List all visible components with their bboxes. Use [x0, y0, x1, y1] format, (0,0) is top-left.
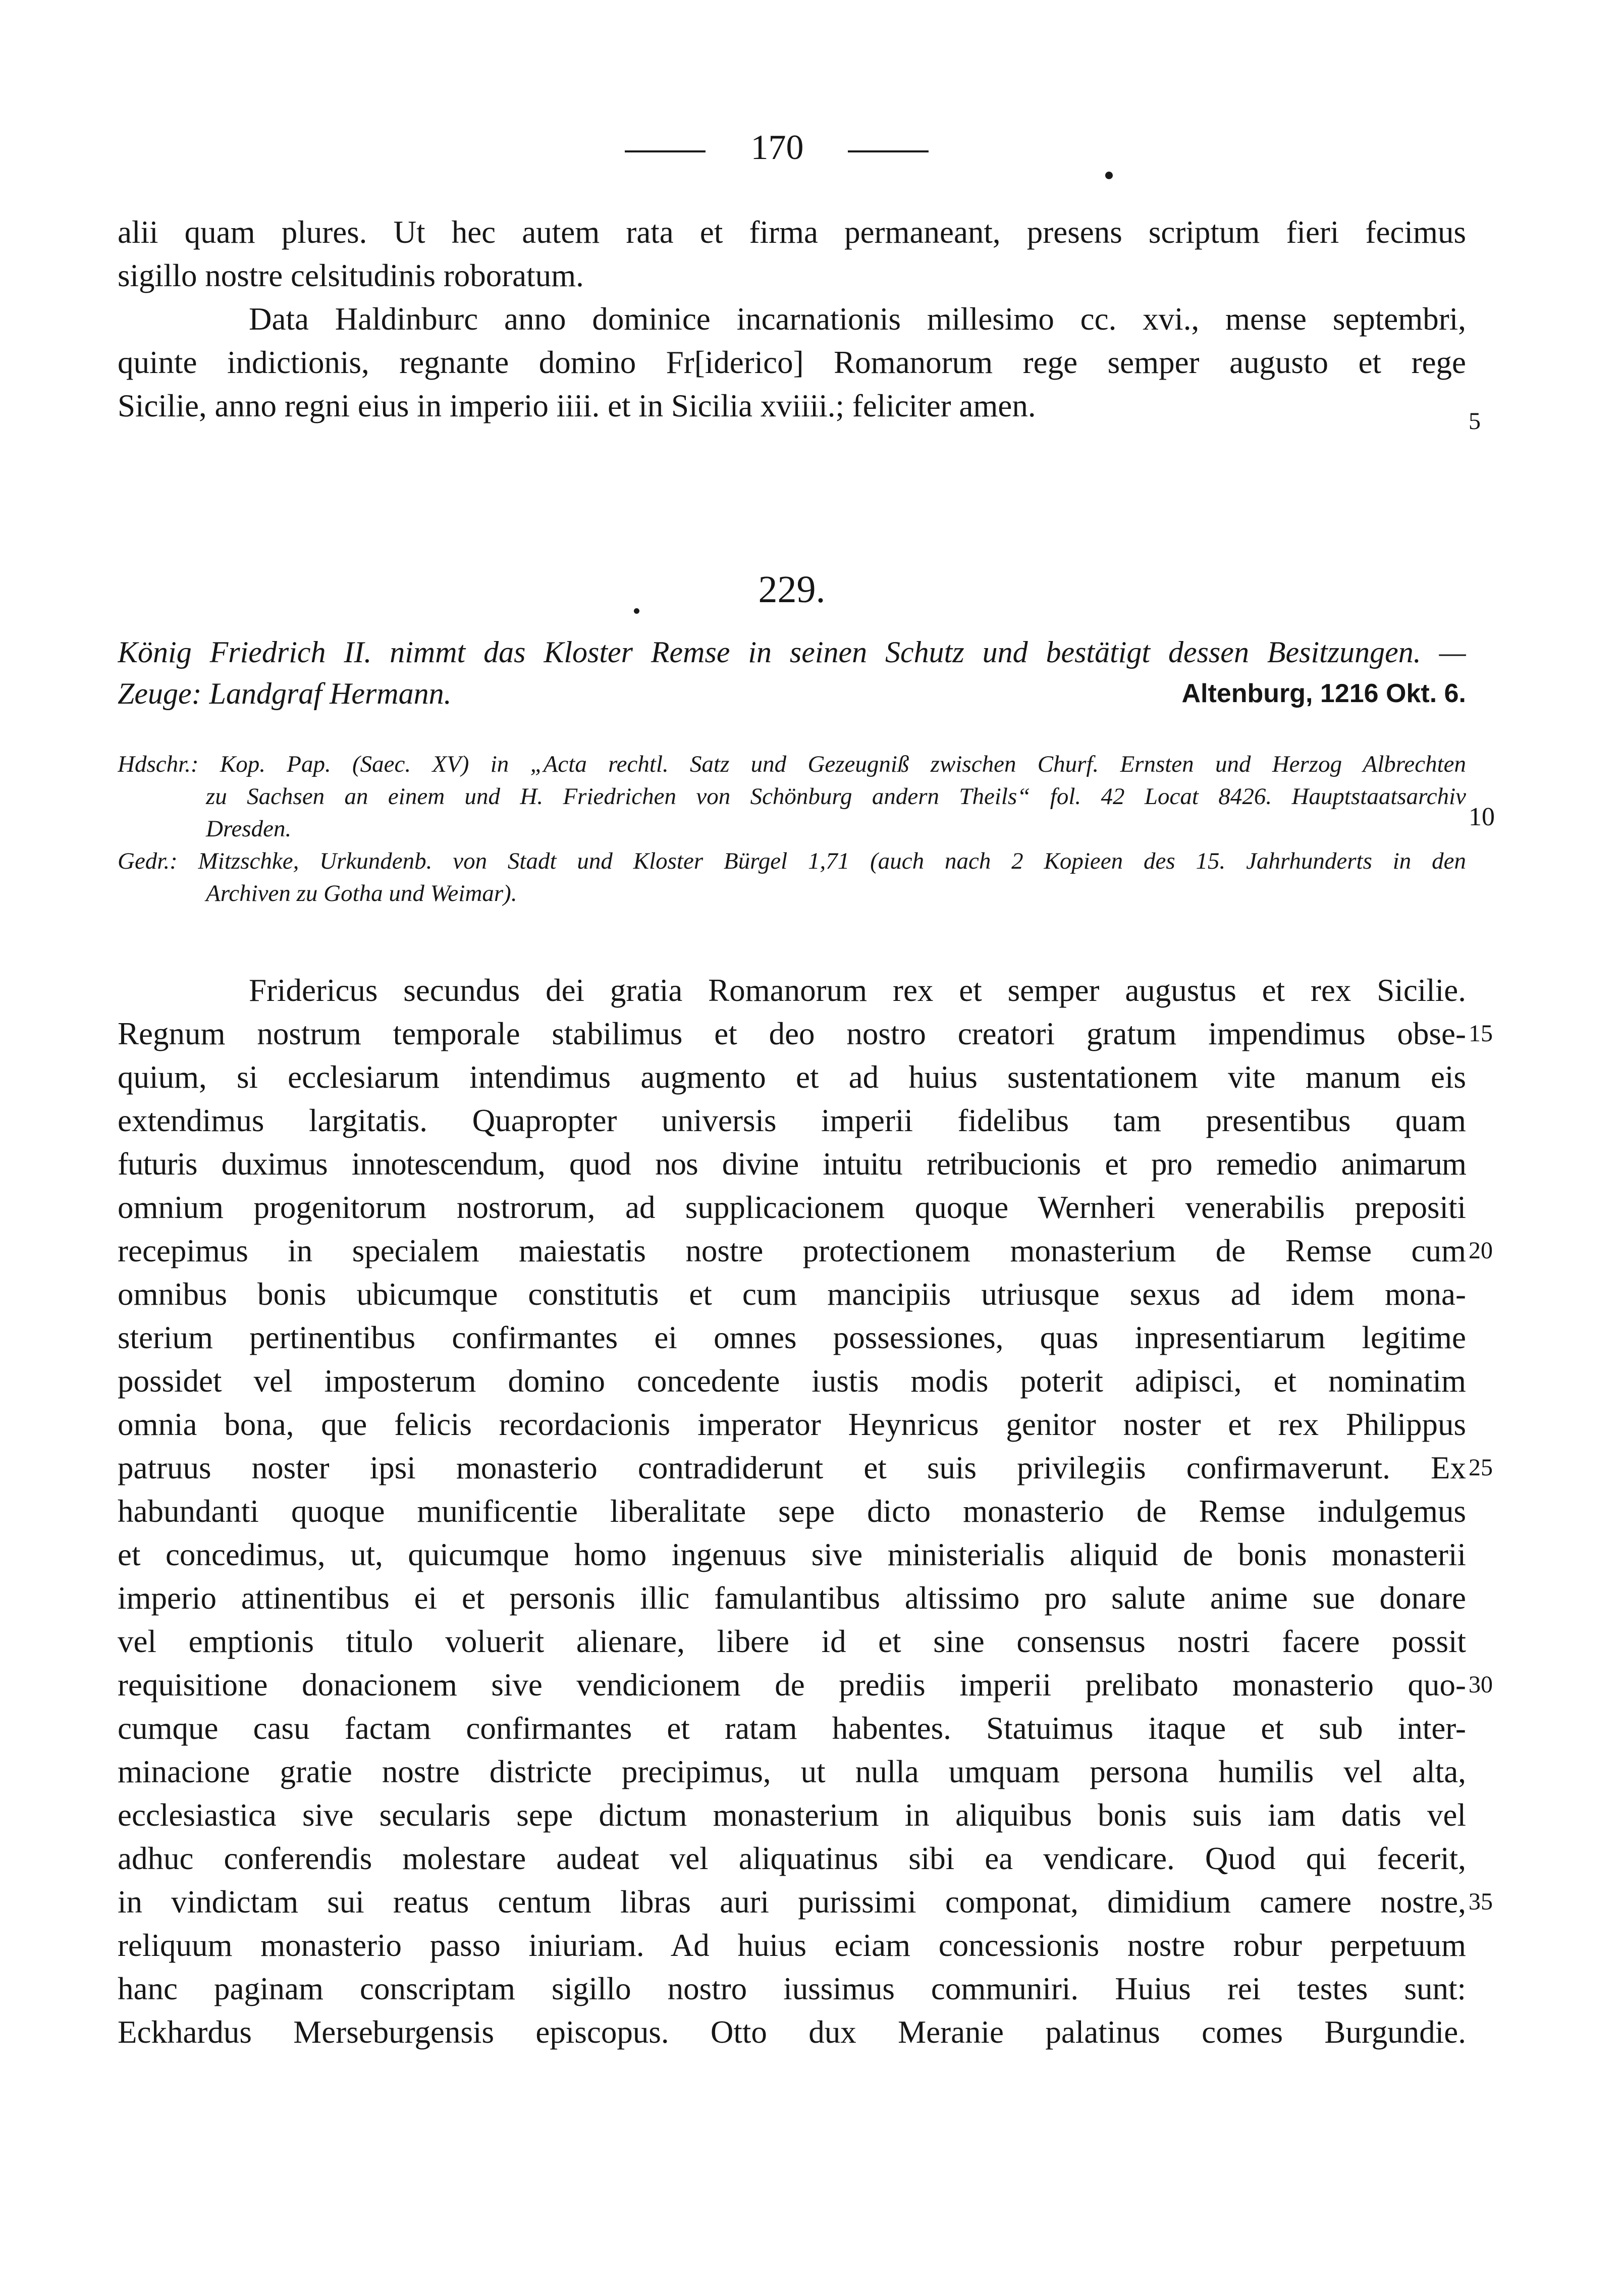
margin-line-number: 20: [1469, 1237, 1493, 1264]
page-number: 170: [750, 128, 804, 167]
text-line: reliquum monasterio passo iniuriam. Ad huius eciam concessionis nostre robur perpetuum: [118, 1928, 1466, 1963]
margin-line-number: 30: [1469, 1671, 1493, 1698]
text-line: Eckhardus Merseburgensis episcopus. Otto dux Meranie palatinus comes Burgundie.: [118, 2014, 1466, 2050]
text-line: possidet vel imposterum domino concedente iustis modis poterit adipisci, et nominatim: [118, 1363, 1466, 1399]
text-line: hanc paginam conscriptam sigillo nostro iussimus communiri. Huius rei testes sunt:: [118, 1971, 1466, 2006]
place-date: Altenburg, 1216 Okt. 6.: [1181, 679, 1466, 708]
source-line: zu Sachsen an einem und H. Friedrichen von Schönburg andern Theils“ fol. 42 Locat 8426. Hauptstaatsarchiv: [206, 783, 1466, 810]
source-line: Gedr.: Mitzschke, Urkundenb. von Stadt und Kloster Bürgel 1,71 (auch nach 2 Kopieen des 15. Jahrhunderts in den: [118, 848, 1466, 874]
margin-line-number: 5: [1469, 408, 1481, 435]
regest-summary: König Friedrich II. nimmt das Kloster Remse in seinen Schutz und bestätigt dessen Besitzungen. —: [118, 635, 1466, 669]
text-line: omnibus bonis ubicumque constitutis et cum mancipiis utriusque sexus ad idem mona-: [118, 1277, 1466, 1312]
text-line: Fridericus secundus dei gratia Romanorum rex et semper augustus et rex Sicilie.: [249, 973, 1466, 1008]
print-speck: [1105, 172, 1113, 179]
dating-clause: Data Haldinburc anno dominice incarnationis millesimo cc. xvi., mense septembri,: [249, 301, 1466, 337]
text-line: sigillo nostre celsitudinis roboratum.: [118, 258, 584, 293]
text-line: requisitione donacionem sive vendicionem de prediis imperii prelibato monasterio quo-: [118, 1667, 1466, 1703]
text-line: omnium progenitorum nostrorum, ad supplicacionem quoque Wernheri venerabilis prepositi: [118, 1190, 1466, 1225]
text-line: patruus noster ipsi monasterio contradiderunt et suis privilegiis confirmaverunt. Ex: [118, 1450, 1466, 1485]
regest-witness: Zeuge: Landgraf Hermann.: [118, 677, 452, 710]
text-line: vel emptionis titulo voluerit alienare, libere id et sine consensus nostri facere possit: [118, 1624, 1466, 1659]
page-header: [0, 125, 1624, 171]
text-line: habundanti quoque munificentie liberalitate sepe dicto monasterio de Remse indulgemus: [118, 1494, 1466, 1529]
text-line: adhuc conferendis molestare audeat vel aliquatinus sibi ea vendicare. Quod qui fecerit,: [118, 1841, 1466, 1876]
text-line: cumque casu factam confirmantes et ratam habentes. Statuimus itaque et sub inter-: [118, 1711, 1466, 1746]
text-line: futuris duximus innotescendum, quod nos divine intuitu retribucionis et pro remedio animarum: [118, 1146, 1466, 1182]
margin-line-number: 25: [1469, 1454, 1493, 1481]
text-line: imperio attinentibus ei et personis illic famulantibus altissimo pro salute anime sue donare: [118, 1580, 1466, 1616]
source-line: Archiven zu Gotha und Weimar).: [206, 880, 517, 907]
text-line: Sicilie, anno regni eius in imperio iiii. et in Sicilia xviiii.; feliciter amen.: [118, 388, 1036, 423]
source-line: Hdschr.: Kop. Pap. (Saec. XV) in „Acta rechtl. Satz und Gezeugniß zwischen Churf. Ernsten und Herzog Albrechten: [118, 751, 1466, 777]
text-line: alii quam plures. Ut hec autem rata et firma permaneant, presens scriptum fieri fecimus: [118, 215, 1466, 250]
margin-line-number: 10: [1469, 803, 1495, 831]
margin-line-number: 35: [1469, 1888, 1493, 1915]
text-line: omnia bona, que felicis recordacionis imperator Heynricus genitor noster et rex Philippus: [118, 1407, 1466, 1442]
text-line: minacione gratie nostre districte precipimus, ut nulla umquam persona humilis vel alta,: [118, 1754, 1466, 1789]
text-line: in vindictam sui reatus centum libras auri purissimi componat, dimidium camere nostre,: [118, 1884, 1466, 1920]
text-line: Regnum nostrum temporale stabilimus et deo nostro creatori gratum impendimus obse-: [118, 1016, 1466, 1051]
text-line: ecclesiastica sive secularis sepe dictum monasterium in aliquibus bonis suis iam datis vel: [118, 1797, 1466, 1833]
regest-witness-line: [118, 673, 1466, 714]
text-line: sterium pertinentibus confirmantes ei omnes possessiones, quas inpresentiarum legitime: [118, 1320, 1466, 1355]
text-line: quium, si ecclesiarum intendimus augmento et ad huius sustentationem vite manum eis: [118, 1059, 1466, 1095]
text-line: extendimus largitatis. Quapropter universis imperii fidelibus tam presentibus quam: [118, 1103, 1466, 1138]
header-rule-left: [625, 150, 706, 152]
text-line: quinte indictionis, regnante domino Fr[iderico] Romanorum rege semper augusto et rege: [118, 345, 1466, 380]
document-number: 229.: [758, 568, 826, 611]
text-line: et concedimus, ut, quicumque homo ingenuus sive ministerialis aliquid de bonis monasterii: [118, 1537, 1466, 1572]
header-rule-right: [848, 150, 929, 152]
source-line: Dresden.: [206, 816, 292, 842]
margin-line-number: 15: [1469, 1020, 1493, 1047]
text-line: recepimus in specialem maiestatis nostre protectionem monasterium de Remse cum: [118, 1233, 1466, 1268]
